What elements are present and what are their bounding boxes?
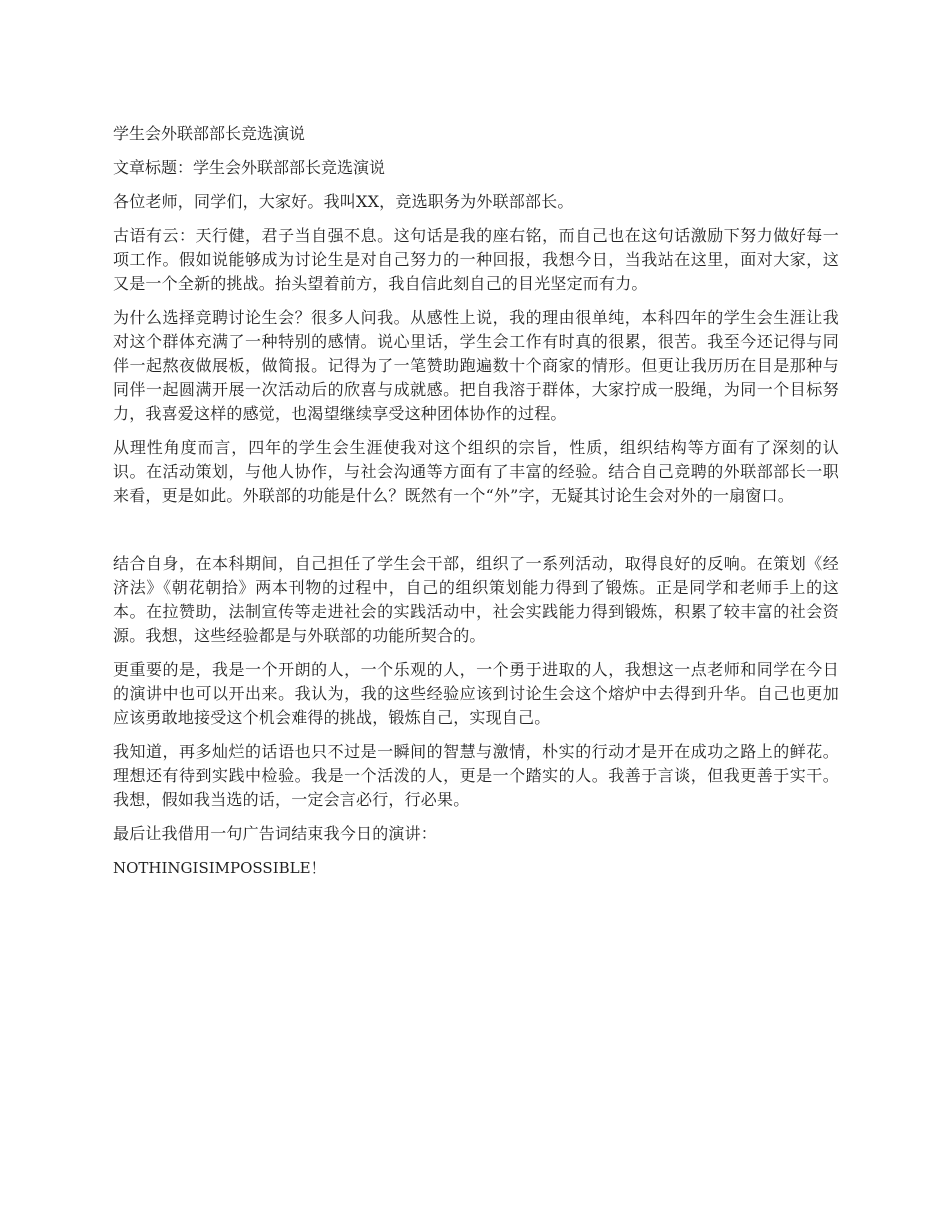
paragraph-rational: 从理性角度而言，四年的学生会生涯使我对这个组织的宗旨，性质，组织结构等方面有了深刻的认识。在活动策划，与他人协作，与社会沟通等方面有了丰富的经验。结合自己竞聘的外联部部长一职来看，更是如此。外联部的功能是什么？既然有一个“外”字，无疑其讨论生会对外的一扇窗口。 — [113, 438, 839, 505]
paragraph-gap — [113, 518, 839, 552]
paragraph-final-intro: 最后让我借用一句广告词结束我今日的演讲： — [113, 824, 438, 843]
paragraph-personality: 更重要的是，我是一个开朗的人，一个乐观的人，一个勇于进取的人，我想这一点老师和同学在今日的演讲中也可以开出来。我认为，我的这些经验应该到讨论生会这个熔炉中去得到升华。自己也更加应该勇敢地接受这个机会难得的挑战，锻炼自己，实现自己。 — [113, 660, 839, 727]
article-title-line: 文章标题：学生会外联部部长竞选演说 — [113, 158, 386, 177]
paragraph-greeting: 各位老师，同学们，大家好。我叫XX，竞选职务为外联部部长。 — [113, 192, 574, 211]
document-title: 学生会外联部部长竞选演说 — [113, 124, 306, 143]
paragraph-experience: 结合自身，在本科期间，自己担任了学生会干部，组织了一系列活动，取得良好的反响。在策划《经济法》《朝花朝拾》两本刊物的过程中，自己的组织策划能力得到了锻炼。正是同学和老师手上的这本。在拉赞助，法制宣传等走进社会的实践活动中，社会实践能力得到锻炼，积累了较丰富的社会资源。我想，这些经验都是与外联部的功能所契合的。 — [113, 554, 839, 645]
paragraph-action: 我知道，再多灿烂的话语也只不过是一瞬间的智慧与激情，朴实的行动才是开在成功之路上的鲜花。理想还有待到实践中检验。我是一个活泼的人，更是一个踏实的人。我善于言谈，但我更善于实干。我想，假如我当选的话，一定会言必行，行必果。 — [113, 742, 839, 809]
closing-slogan: NOTHINGISIMPOSSIBLE！ — [113, 859, 326, 877]
paragraph-why: 为什么选择竞聘讨论生会？很多人问我。从感性上说，我的理由很单纯，本科四年的学生会生涯让我对这个群体充满了一种特别的感情。说心里话，学生会工作有时真的很累，很苦。我至今还记得与同伴一起熬夜做展板，做简报。记得为了一笔赞助跑遍数十个商家的情形。但更让我历历在目是那种与同伴一起圆满开展一次活动后的欣喜与成就感。把自我溶于群体，大家拧成一股绳，为同一个目标努力，我喜爱这样的感觉，也渴望继续享受这种团体协作的过程。 — [113, 308, 839, 423]
paragraph-motto: 古语有云：天行健，君子当自强不息。这句话是我的座右铭，而自己也在这句话激励下努力做好每一项工作。假如说能够成为讨论生是对自己努力的一种回报，我想今日，当我站在这里，面对大家，这又是一个全新的挑战。抬头望着前方，我自信此刻自己的目光坚定而有力。 — [113, 226, 839, 293]
document-page — [113, 122, 839, 880]
